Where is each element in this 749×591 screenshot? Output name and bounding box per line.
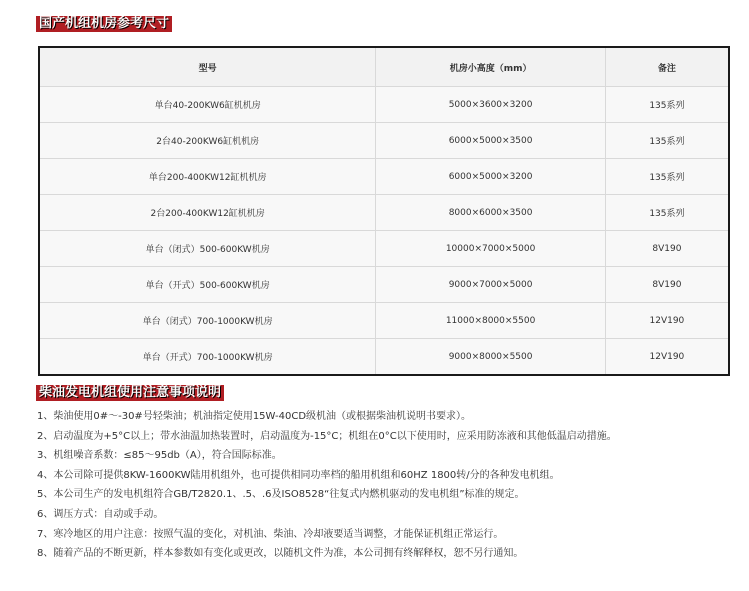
table-row — [39, 267, 729, 303]
table-row — [39, 123, 729, 159]
cell-remark: 12V190 — [605, 303, 729, 339]
cell-model: 单台（开式）500-600KW机房 — [39, 267, 376, 303]
section-title-room-sizes: 国产机组机房参考尺寸 — [36, 16, 172, 32]
table-row — [39, 87, 729, 123]
cell-remark: 135系列 — [605, 123, 729, 159]
cell-size: 8000×6000×3500 — [376, 195, 605, 231]
note-item: 4、本公司除可提供8KW-1600KW陆用机组外，也可提供相同功率档的船用机组和60HZ 1800转/分的各种发电机组。 — [37, 469, 560, 481]
cell-size: 5000×3600×3200 — [376, 87, 605, 123]
cell-remark: 8V190 — [605, 267, 729, 303]
table-row — [39, 159, 729, 195]
table-row — [39, 303, 729, 339]
cell-remark: 135系列 — [605, 195, 729, 231]
cell-model: 单台40-200KW6缸机机房 — [39, 87, 376, 123]
usage-notes-list — [37, 407, 617, 564]
cell-model: 2台200-400KW12缸机机房 — [39, 195, 376, 231]
table-row — [39, 339, 729, 376]
note-item: 2、启动温度为+5°C以上；带水油温加热装置时，启动温度为-15°C；机组在0°C以下使用时，应采用防冻液和其他低温启动措施。 — [37, 430, 617, 442]
cell-size: 6000×5000×3500 — [376, 123, 605, 159]
cell-remark: 135系列 — [605, 87, 729, 123]
note-item: 8、随着产品的不断更新，样本参数如有变化或更改，以随机文件为准，本公司拥有终解释权，恕不另行通知。 — [37, 548, 524, 560]
cell-model: 单台（闭式）500-600KW机房 — [39, 231, 376, 267]
cell-model: 单台（闭式）700-1000KW机房 — [39, 303, 376, 339]
section-title-usage-notes: 柴油发电机组使用注意事项说明 — [36, 385, 224, 401]
cell-remark: 8V190 — [605, 231, 729, 267]
column-header-room-height: 机房小高度（mm） — [376, 47, 605, 87]
table-row — [39, 231, 729, 267]
note-item: 7、寒冷地区的用户注意：按照气温的变化，对机油、柴油、冷却液要适当调整，才能保证机组正常运行。 — [37, 528, 504, 540]
note-item: 6、调压方式：自动或手动。 — [37, 508, 164, 520]
cell-size: 9000×8000×5500 — [376, 339, 605, 376]
cell-remark: 135系列 — [605, 159, 729, 195]
cell-size: 6000×5000×3200 — [376, 159, 605, 195]
cell-size: 9000×7000×5000 — [376, 267, 605, 303]
cell-model: 单台（开式）700-1000KW机房 — [39, 339, 376, 376]
table-header-row — [39, 47, 729, 87]
column-header-remarks: 备注 — [605, 47, 729, 87]
column-header-model: 型号 — [39, 47, 376, 87]
note-item: 5、本公司生产的发电机组符合GB/T2820.1、.5、.6及ISO8528“往复式内燃机驱动的发电机组”标准的规定。 — [37, 489, 525, 501]
cell-size: 10000×7000×5000 — [376, 231, 605, 267]
cell-model: 单台200-400KW12缸机机房 — [39, 159, 376, 195]
note-item: 3、机组噪音系数：≤85～95db（A），符合国际标准。 — [37, 450, 282, 462]
note-item: 1、柴油使用0#～-30#号轻柴油；机油指定使用15W-40CD级机油（或根据柴油机说明书要求）。 — [37, 411, 472, 422]
cell-remark: 12V190 — [605, 339, 729, 376]
cell-size: 11000×8000×5500 — [376, 303, 605, 339]
room-size-table — [38, 46, 730, 376]
cell-model: 2台40-200KW6缸机机房 — [39, 123, 376, 159]
table-row — [39, 195, 729, 231]
